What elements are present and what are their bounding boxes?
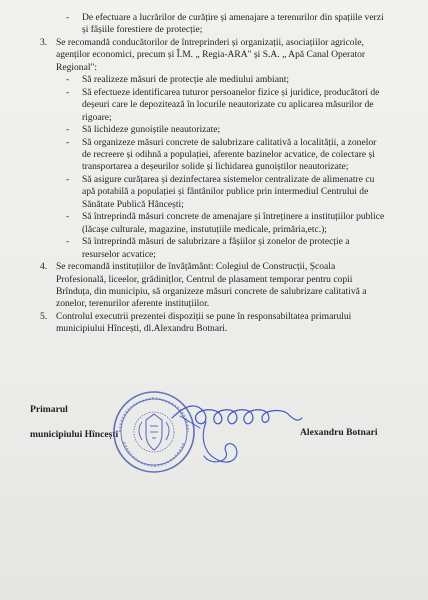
text-line: Să organizeze măsuri concrete de salubrizare calitativă a localității, a zonelor: [82, 136, 377, 148]
text-line: Profesională, liceelor, grădinițlor, Centrul de plasament temporar pentru copii: [56, 273, 353, 285]
text-line: Să realizeze măsuri de protecție ale mediului ambiant;: [82, 74, 290, 86]
text-line: De efectuare a lucrărilor de curățire și amenajare a terenurilor din spațiile verzi: [82, 12, 384, 23]
list-item: [26, 236, 416, 261]
text-line: apă potabilă a populației și fântânilor publice prin intermediul Centrului de: [82, 186, 369, 198]
text-line: Să întreprindă măsuri concrete de amenajare și întreținere a instituțiilor publice: [82, 211, 385, 223]
list-item: [26, 87, 416, 124]
dash-bullet: -: [66, 211, 70, 223]
text-line: Sănătate Publică Hâncești;: [82, 198, 184, 210]
numbered-item-4: [26, 261, 416, 311]
document-body: [26, 12, 416, 336]
text-line: zonelor, terenurilor aferente instituțiilor.: [56, 298, 210, 310]
dash-bullet: -: [66, 124, 70, 136]
signatory-name: Alexandru Botnari: [300, 427, 378, 438]
text-line: municipiului Hîncești, dl.Alexandru Botnari.: [56, 323, 228, 335]
text-line: Să lichideze gunoiștile neautorizate;: [82, 124, 221, 136]
list-item: [26, 174, 416, 211]
signature-title-line1: Primarul: [30, 404, 68, 415]
text-line: transportarea a deșeurilor solide și lichidarea gunoiștilor neautorizate;: [82, 161, 349, 173]
text-line: Să efectueze identificarea tuturor persoanelor fizice și juridice, producători de: [82, 86, 380, 98]
text-line: Să întreprindă măsuri de salubrizare a fâșiilor și zonelor de protecție a: [82, 236, 350, 248]
list-item: [26, 12, 416, 37]
list-item: [26, 74, 416, 86]
handwritten-signature-icon: [170, 392, 320, 472]
dash-bullet: -: [66, 136, 70, 148]
dash-bullet: -: [66, 12, 70, 23]
text-line: rigoare;: [82, 111, 112, 123]
text-line: Să asigure curățarea și dezinfectarea sistemelor centralizate de alimenatre cu: [82, 173, 375, 185]
text-line: Regional":: [56, 61, 98, 73]
dash-bullet: -: [66, 236, 70, 248]
item-number: 5.: [40, 310, 48, 322]
text-line: (lăcașe culturale, magazine, instutuțiile medicale, primăria,etc.);: [82, 223, 327, 235]
list-item: [26, 211, 416, 236]
text-line: resurselor acvatice;: [82, 248, 156, 260]
item-number: 4.: [40, 261, 48, 273]
dash-bullet: -: [66, 173, 70, 185]
text-line: deșeuri care le depozitează în locurile neautorizate cu aplicarea măsurilor de: [82, 99, 374, 111]
numbered-item-3: [26, 37, 416, 74]
text-line: și fâșiile forestiere de protecție;: [82, 24, 203, 36]
text-line: Se recomandă conducătorilor de întreprinderi și organizații, asociațiilor agricole,: [56, 36, 364, 48]
signature-title-line2: municipiului Hîncești: [30, 429, 119, 440]
dash-bullet: -: [66, 86, 70, 98]
text-line: agenților economici, precum și Î.M. „ Regia-ARA" și S.A. „ Apă Canal Operator: [56, 49, 366, 61]
item-number: 3.: [40, 36, 48, 48]
text-line: Controlul executrii prezentei dispoziții se pune în responsabiltatea primarului: [56, 310, 352, 322]
list-item: [26, 124, 416, 136]
text-line: Brînduța, din municipiu, să organizeze măsuri concrete de salubrizare calitativă a: [56, 285, 367, 297]
list-item: [26, 137, 416, 174]
dash-bullet: -: [66, 74, 70, 86]
text-line: Se recomandă instituțiilor de învățământ: Colegiul de Construcții, Școala: [56, 261, 336, 273]
numbered-item-5: [26, 311, 416, 336]
text-line: de recreere și odihnă a populației, aferente bazinelor acvatice, de colectare și: [82, 148, 375, 160]
